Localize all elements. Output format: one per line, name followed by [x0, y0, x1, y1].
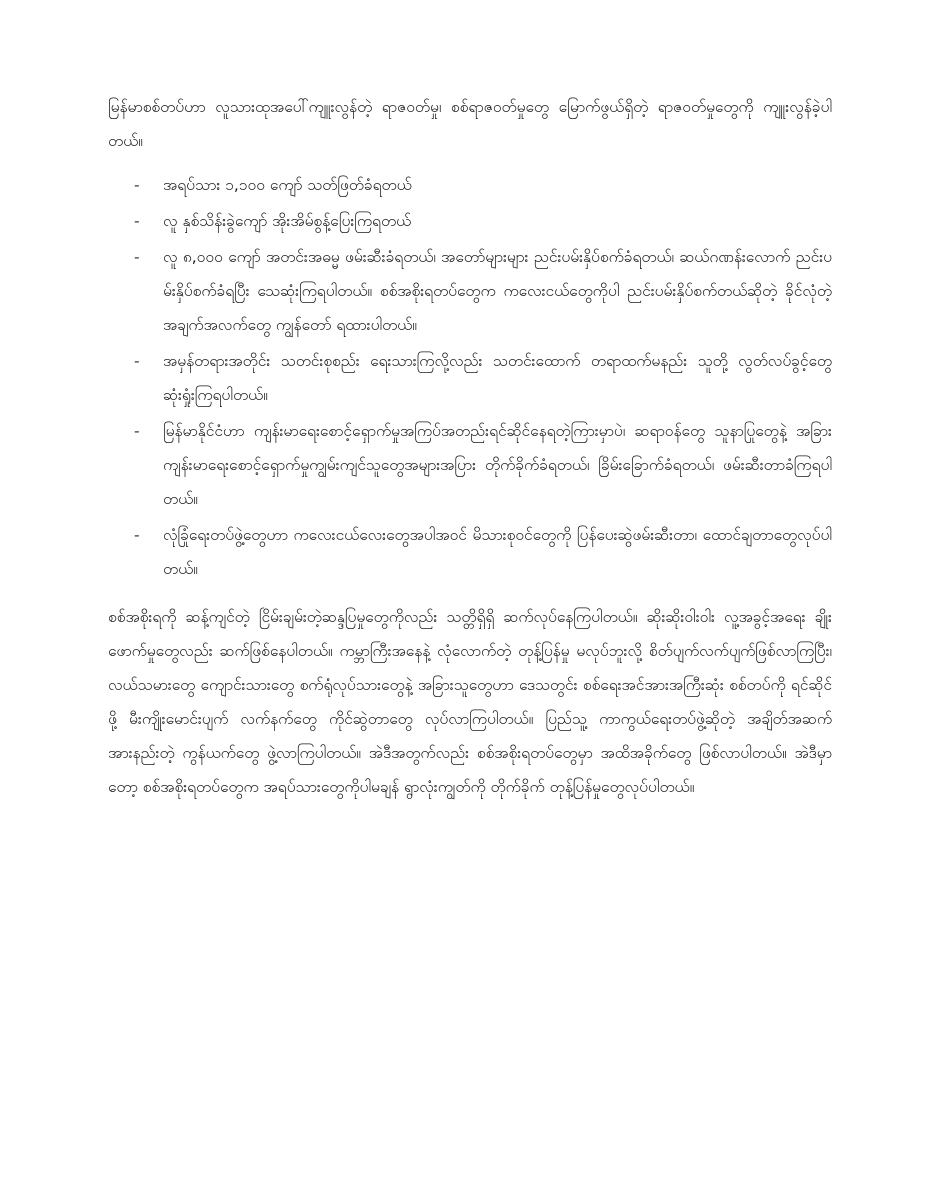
bullet-item	[108, 168, 832, 202]
bullet-text: မြန်မာနိုင်ငံဟာ ကျန်းမာရေးစောင့်ရှောက်မှုအကြပ်အတည်းရင်ဆိုင်နေရတဲ့ကြားမှာပဲ၊ ဆရာဝန်တွေ သူနာပြုတွေနဲ့ အခြားကျန်းမာရေးစောင့်ရှောက်မှုကျွမ်းကျင်သူတွေအများအပြား တိုက်ခိုက်ခံရတယ်၊ ခြိမ်းခြောက်ခံရတယ်၊ ဖမ်းဆီးတာခံကြရပါတယ်။	[163, 422, 832, 508]
bullet-dash: -	[134, 176, 140, 194]
bullet-dash: -	[134, 526, 140, 544]
bullet-text: လုံခြုံရေးတပ်ဖွဲ့တွေဟာ ကလေးငယ်လေးတွေအပါအဝင် မိသားစုဝင်တွေကို ပြန်ပေးဆွဲဖမ်းဆီးတာ၊ ထောင်ချတာတွေလုပ်ပါတယ်။	[163, 526, 832, 578]
bullet-dash: -	[134, 248, 140, 266]
bullet-text: အရပ်သား ၁,၁၀၀ ကျော် သတ်ဖြတ်ခံရတယ်	[163, 176, 412, 194]
bullet-item	[108, 518, 832, 586]
bullet-list	[108, 168, 832, 586]
bullet-text: အမှန်တရားအတိုင်း သတင်းစုစည်း ရေးသားကြလို့လည်း သတင်းထောက် တရာထက်မနည်း သူတို့ လွတ်လပ်ခွင့်တွေ ဆုံးရှုံးကြရပါတယ်။	[163, 352, 832, 404]
bullet-dash: -	[134, 422, 140, 440]
bullet-item	[108, 240, 832, 342]
bullet-dash: -	[134, 212, 140, 230]
bullet-item	[108, 204, 832, 238]
bullet-text: လူ ၈,၀၀၀ ကျော် အတင်းအဓမ္မ ဖမ်းဆီးခံရတယ်၊ အတော်များများ ညင်းပမ်းနှိပ်စက်ခံရတယ်၊ ဆယ်ဂဏန်းလောက် ညင်းပမ်းနှိပ်စက်ခံရပြီး သေဆုံးကြရပါတယ်။ စစ်အစိုးရတပ်တွေက ကလေးငယ်တွေကိုပါ ညင်းပမ်းနှိပ်စက်တယ်ဆိုတဲ့ ခိုင်လုံတဲ့ အချက်အလက်တွေ ကျွန်တော် ရထားပါတယ်။	[163, 248, 832, 334]
closing-paragraph: စစ်အစိုးရကို ဆန့်ကျင်တဲ့ ငြိမ်းချမ်းတဲ့ဆန္ဒပြမှုတွေကိုလည်း သတ္တိရှိရှိ ဆက်လုပ်နေကြပါတယ်။ ဆိုးဆိုးဝါးဝါး လူ့အခွင့်အရေး ချိုးဖောက်မှုတွေလည်း ဆက်ဖြစ်နေပါတယ်။ ကမ္ဘာကြီးအနေနဲ့ လုံလောက်တဲ့ တုန့်ပြန်မှု မလုပ်ဘူးလို့ စိတ်ပျက်လက်ပျက်ဖြစ်လာကြပြီး၊ လယ်သမားတွေ ကျောင်းသားတွေ စက်ရုံလုပ်သားတွေနဲ့ အခြားသူတွေဟာ ဒေသတွင်း စစ်ရေးအင်အားအကြီးဆုံး စစ်တပ်ကို ရင်ဆိုင်ဖို့ မီးကျိုးမောင်းပျက် လက်နက်တွေ ကိုင်ဆွဲတာတွေ လုပ်လာကြပါတယ်။ ပြည်သူ့ ကာကွယ်ရေးတပ်ဖွဲ့ဆိုတဲ့ အချိတ်အဆက် အားနည်းတဲ့ ကွန်ယက်တွေ ဖွဲ့လာကြပါတယ်။ အဲဒီအတွက်လည်း စစ်အစိုးရတပ်တွေမှာ အထိအခိုက်တွေ ဖြစ်လာပါတယ်။ အဲဒီမှာတော့ စစ်အစိုးရတပ်တွေက အရပ်သားတွေကိုပါမချန် ရွာလုံးကျွတ်ကို တိုက်ခိုက် တုန့်ပြန်မှုတွေလုပ်ပါတယ်။	[108, 608, 832, 796]
bullet-dash: -	[134, 352, 140, 370]
bullet-text: လူ နှစ်သိန်းခွဲကျော် အိုးအိမ်စွန့်ပြေးကြရတယ်	[163, 212, 412, 230]
document-page	[108, 90, 832, 804]
bullet-item	[108, 344, 832, 412]
intro-paragraph: မြန်မာစစ်တပ်ဟာ လူသားထုအပေါ်ကျူးလွန်တဲ့ ရာဇဝတ်မှု၊ စစ်ရာဇဝတ်မှုတွေ မြောက်ဖွယ်ရှိတဲ့ ရာဇဝတ်မှုတွေကို ကျူးလွန်ခဲ့ပါတယ်။	[108, 98, 832, 150]
bullet-item	[108, 414, 832, 516]
